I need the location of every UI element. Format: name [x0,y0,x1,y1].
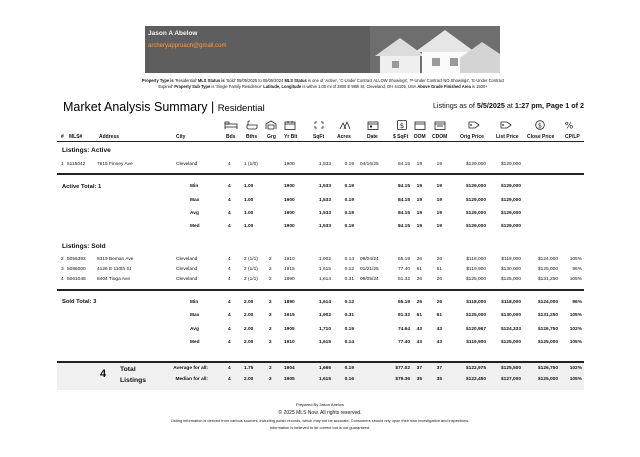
calendar-icon [283,120,297,130]
listing-yr: 1915 [284,267,295,272]
listing-persqft: 81.32 [397,277,410,282]
listing-bds: 4 [228,277,231,282]
stat-list: $124,333 [500,327,521,332]
stat-bths: 2.00 [244,327,254,332]
sold-total-label: Sold Total: 3 [62,299,97,305]
col-close-price: Close Price [527,134,555,140]
grand-bds: 4 [228,377,231,382]
stat-label: Med [190,340,200,345]
grand-close: $126,750 [537,366,558,371]
col-bths: Bths [246,134,258,140]
listing-dom: 19 [416,162,422,167]
grand-yr: 1905 [284,377,295,382]
grand-sqft: 1,615 [318,377,331,382]
stat-grg: 2 [269,313,272,318]
stat-orig: $120,967 [465,327,486,332]
stat-yr: 1890 [284,300,295,305]
stat-cdom: 19 [436,184,442,189]
stat-bths: 1.00 [244,198,254,203]
active-total-rule [57,173,584,175]
stat-cdom: 61 [436,313,442,318]
listing-dom: 26 [416,277,422,282]
stat-sqft: 1,533 [318,184,331,189]
stat-persqft: 84.15 [397,198,410,203]
stat-label: Med [190,224,200,229]
disclaimer-2: Information is believed to be correct but is not guaranteed. [269,425,371,430]
sold-section-title: Listings: Sold [62,243,106,250]
criteria-part: MLS Status is [197,78,226,83]
grand-orig: $122,450 [465,377,486,382]
total-listings-count: 4 [100,368,107,380]
bed-icon [224,120,238,130]
criteria-part: MLS Status [284,78,308,83]
stat-bds: 4 [228,300,231,305]
date-icon [366,120,380,130]
stat-sqft: 1,533 [318,224,331,229]
grand-persqft: $77.02 [395,366,410,371]
total-label-line2: Listings [120,377,147,384]
stat-cdom: 19 [436,224,442,229]
area-icon [312,120,326,130]
listing-cplp: 105% [569,257,582,262]
stat-dom: 61 [416,313,422,318]
stat-bds: 4 [228,340,231,345]
listing-cdom: 26 [436,257,442,262]
stat-yr: 1900 [284,198,295,203]
grand-cdom: 37 [436,366,442,371]
stat-bths: 1.00 [244,184,254,189]
listing-mls: 5086000 [67,267,86,272]
col-cplp: CP/LP [565,134,580,140]
listing-cdom: 19 [436,162,442,167]
prepared-by: Prepared By Jason Abelow [295,402,345,407]
stat-orig: $129,000 [465,211,486,216]
listing-sqft: 1,615 [318,267,331,272]
listing-bds: 4 [228,257,231,262]
listing-persqft: 65.19 [397,257,410,262]
stat-label: Max [190,198,200,203]
listing-address: 7815 Finney Ave [97,162,133,167]
listing-yr: 1890 [284,277,295,282]
col-persqft: $ SqFt [393,134,409,140]
listing-dom: 61 [416,267,422,272]
col-address: Address [99,134,120,140]
listing-orig: $125,000 [465,277,486,282]
asof-prefix: Listings as of [432,101,477,110]
asof-date: 5/5/2025 [476,101,505,110]
cdom-icon [433,120,447,130]
stat-sqft: 1,614 [318,300,331,305]
stat-cdom: 43 [436,340,442,345]
stat-orig: $129,000 [465,224,486,229]
stat-bths: 1.00 [244,224,254,229]
dollar-icon [395,120,409,130]
title-separator: | [207,100,218,114]
stat-acres: 0.12 [344,300,354,305]
stat-dom: 19 [416,224,422,229]
listing-mls: 5115042 [67,162,86,167]
grand-cplp: 105% [569,377,582,382]
stat-grg: 2 [269,340,272,345]
stat-persqft: 81.32 [397,313,410,318]
listing-bths: 2 (1/1) [244,277,258,282]
agent-name: Jason A Abelow [148,30,198,37]
garage-icon [264,120,278,130]
stat-close: $125,000 [537,340,558,345]
stat-cdom: 43 [436,327,442,332]
listing-sqft: 1,902 [318,257,331,262]
listing-address: 4126 E 110th St [97,267,132,272]
listing-bds: 4 [228,267,231,272]
active-section-title: Listings: Active [62,147,111,154]
stat-label: Min [190,300,199,305]
grand-stat-label: Median for all: [175,377,208,382]
stat-grg: 2 [269,300,272,305]
criteria-line-2 [96,84,550,90]
listing-persqft: 77.40 [397,267,410,272]
listing-date: 09/04/24 [360,257,379,262]
stat-acres: 0.31 [344,313,354,318]
listing-date: 01/21/25 [360,267,379,272]
stat-yr: 1900 [284,224,295,229]
criteria-part: Property Sub Type [174,84,212,90]
stat-sqft: 1,533 [318,198,331,203]
listing-city: Cleveland [176,277,198,282]
grand-list: $125,500 [500,366,521,371]
grand-persqft: $79.36 [395,377,410,382]
stat-sqft: 1,533 [318,211,331,216]
col-num: # [61,134,64,140]
grand-stat-label: Average for all: [173,366,208,371]
stat-bths: 2.00 [244,300,254,305]
grand-dom: 35 [416,377,422,382]
stat-bds: 4 [228,313,231,318]
col-mls: MLS# [69,134,83,140]
stat-acres: 0.19 [344,211,354,216]
title-subtitle: Residential [217,103,265,114]
listing-acres: 0.12 [344,267,354,272]
criteria-part: is within 1.00 mi of 2800 E 98th St, Cleveland, OH 44105, USA [302,84,418,90]
stat-acres: 0.19 [344,327,354,332]
stat-label: Avg [190,211,199,216]
stat-bds: 4 [228,184,231,189]
stat-sqft: 1,902 [318,313,331,318]
list-tag-icon [499,120,513,130]
criteria-part: Property Type is [141,78,175,83]
grand-list: $127,000 [500,377,521,382]
listing-cdom: 26 [436,277,442,282]
listing-num: 4 [61,277,64,282]
listing-close: $125,000 [537,267,558,272]
stat-orig: $125,000 [465,313,486,318]
col-city: City [176,134,186,140]
stat-cplp: 102% [569,327,582,332]
listings-as-of [433,101,584,110]
tag-icon [467,120,481,130]
total-label-line1: Total [120,366,136,373]
stat-cdom: 19 [436,211,442,216]
stat-acres: 0.19 [344,224,354,229]
stat-grg: 2 [269,327,272,332]
listing-yr: 1900 [284,162,295,167]
stat-orig: $119,900 [466,340,486,345]
col-acres: Acres [337,134,351,140]
active-total-label: Active Total: 1 [62,184,102,190]
stat-cplp: 105% [569,340,582,345]
stat-acres: 0.14 [344,340,354,345]
title-main: Market Analysis Summary [63,100,208,114]
grand-bds: 4 [228,366,231,371]
close-dollar-icon [533,120,547,130]
agent-email[interactable]: archeryapproach@gmail.com [148,43,227,49]
criteria-part: is one of 'Active', 'C-Under Contract ALLOW Showings', 'P-Under Contract NO Showings', 'E-Under Contract [307,78,505,83]
stat-close: $124,000 [537,300,558,305]
stat-dom: 26 [416,300,422,305]
asof-at: at [504,101,515,110]
listing-orig: $119,900 [466,267,486,272]
stat-cplp: 96% [572,300,582,305]
svg-text:%: % [564,121,574,130]
stat-dom: 19 [416,198,422,203]
grand-grg: 2 [269,377,272,382]
grand-yr: 1904 [284,366,295,371]
listing-city: Cleveland [176,162,198,167]
stat-orig: $129,000 [465,184,486,189]
stat-cdom: 26 [436,300,442,305]
col-bds: Bds [226,134,236,140]
listing-list: $129,000 [500,162,521,167]
listing-grg: 2 [269,257,272,262]
svg-text:$: $ [399,122,405,130]
stat-bds: 4 [228,327,231,332]
stat-persqft: 84.15 [397,224,410,229]
grand-orig: $122,975 [465,366,486,371]
stat-dom: 43 [416,340,422,345]
criteria-part: 'Residential' [174,78,198,83]
listing-mls: 5061048 [67,277,86,282]
stat-persqft: 84.15 [397,184,410,189]
listing-sqft: 1,614 [318,277,331,282]
listing-list: $118,000 [501,257,521,262]
stat-dom: 19 [416,184,422,189]
listing-persqft: 84.15 [397,162,410,167]
stat-list: $129,000 [500,211,521,216]
page-title [63,100,265,114]
houses-graphic [370,26,500,73]
listing-num: 1 [61,162,64,167]
criteria-part: is 1500+ [472,84,488,90]
stat-persqft: 84.15 [397,211,410,216]
copyright: © 2025 MLS Now. All rights reserved. [278,410,362,416]
listing-grg: 2 [269,277,272,282]
listing-bths: 2 (1/1) [244,267,258,272]
stat-list: $129,000 [500,224,521,229]
listing-cdom: 61 [436,267,442,272]
listing-orig: $129,000 [465,162,486,167]
stat-list: $129,000 [500,184,521,189]
col-orig-price: Orig Price [460,134,484,140]
col-list-price: List Price [496,134,519,140]
listing-sqft: 1,533 [318,162,331,167]
stat-list: $130,000 [500,313,521,318]
grand-acres: 0.16 [344,377,354,382]
listing-num: 3 [61,267,64,272]
listing-close: $124,000 [537,257,558,262]
criteria-part: Latitude, Longitude [263,84,303,90]
bath-icon [245,120,259,130]
grand-grg: 2 [269,366,272,371]
criteria-part: 'Sold' 05/05/2025 to 05/05/2024 [225,78,285,83]
listing-city: Cleveland [176,267,198,272]
stat-yr: 1900 [284,211,295,216]
listing-cplp: 96% [572,267,582,272]
grand-close: $125,000 [537,377,558,382]
listing-bths: 2 (1/1) [244,257,258,262]
stat-persqft: 77.40 [397,340,410,345]
dom-icon [413,120,427,130]
col-dom: DOM [414,134,426,140]
disclaimer-1: Listing information is derived from various sources, including public records, which may not be accurate. Consumers should rely upon their own investigation and inspections. [170,418,470,423]
stat-list: $129,000 [500,198,521,203]
stat-bds: 4 [228,198,231,203]
stat-dom: 19 [416,211,422,216]
listing-yr: 1910 [284,257,295,262]
stat-acres: 0.19 [344,184,354,189]
listing-bths: 1 (1/0) [244,162,258,167]
col-grg: Grg [267,134,276,140]
listing-list: $125,000 [500,277,521,282]
listing-mls: 5056393 [67,257,86,262]
stat-yr: 1905 [284,327,295,332]
grand-sqft: 1,666 [318,366,331,371]
grand-bths: 1.75 [244,366,254,371]
listing-orig: $118,000 [466,257,486,262]
stat-persqft: 65.19 [397,300,410,305]
grand-cplp: 102% [569,366,582,371]
asof-page: , Page 1 of 2 [542,101,584,110]
listing-acres: 0.19 [344,162,354,167]
criteria-part: Above Grade Finished Area [417,84,473,90]
stat-list: $125,000 [500,340,521,345]
stat-label: Avg [190,327,199,332]
stat-bths: 2.00 [244,313,254,318]
grand-bths: 2.00 [244,377,254,382]
svg-text:$: $ [537,121,543,130]
acres-icon [338,120,352,130]
stat-cplp: 105% [569,313,582,318]
listing-num: 2 [61,257,64,262]
listing-city: Cleveland [176,257,198,262]
col-cdom: CDOM [432,134,448,140]
grand-cdom: 35 [436,377,442,382]
listing-date: 09/05/24 [360,277,379,282]
stat-yr: 1915 [284,313,295,318]
stat-dom: 43 [416,327,422,332]
listing-address: 8319 Beman Ave [97,257,134,262]
stat-bds: 4 [228,211,231,216]
criteria-part: Expired' [158,84,175,90]
stat-persqft: 74.64 [397,327,410,332]
stat-list: $118,000 [501,300,521,305]
stat-yr: 1910 [284,340,295,345]
header-rule [57,141,584,142]
listing-acres: 0.14 [344,257,354,262]
stat-bds: 4 [228,224,231,229]
listing-date: 04/16/25 [360,162,379,167]
stat-orig: $118,000 [466,300,486,305]
stat-label: Max [190,313,200,318]
listing-grg: 2 [269,267,272,272]
listing-close: $131,250 [537,277,558,282]
col-date: Date [367,134,378,140]
listing-cplp: 105% [569,277,582,282]
col-sqft: SqFt [313,134,325,140]
stat-close: $131,250 [537,313,558,318]
stat-close: $126,750 [537,327,558,332]
stat-sqft: 1,710 [318,327,331,332]
agent-banner [145,26,500,73]
listing-bds: 4 [228,162,231,167]
search-criteria [96,78,550,90]
criteria-part: is 'Single Family Residence' [211,84,264,90]
listing-list: $130,000 [500,267,521,272]
sold-total-rule [57,289,584,291]
percent-icon [562,120,576,130]
stat-bths: 1.00 [244,211,254,216]
listing-dom: 26 [416,257,422,262]
grand-acres: 0.19 [344,366,354,371]
stat-yr: 1900 [284,184,295,189]
col-yrblt: Yr Blt [284,134,298,140]
stat-orig: $129,000 [465,198,486,203]
stat-label: Min [190,184,199,189]
stat-acres: 0.19 [344,198,354,203]
stat-cdom: 19 [436,198,442,203]
asof-time: 1:27 pm [514,101,543,110]
stat-bths: 2.00 [244,340,254,345]
listing-address: 8404 Tioga Ave [97,277,130,282]
stat-sqft: 1,615 [318,340,331,345]
grand-dom: 37 [416,366,422,371]
listing-acres: 0.31 [344,277,354,282]
